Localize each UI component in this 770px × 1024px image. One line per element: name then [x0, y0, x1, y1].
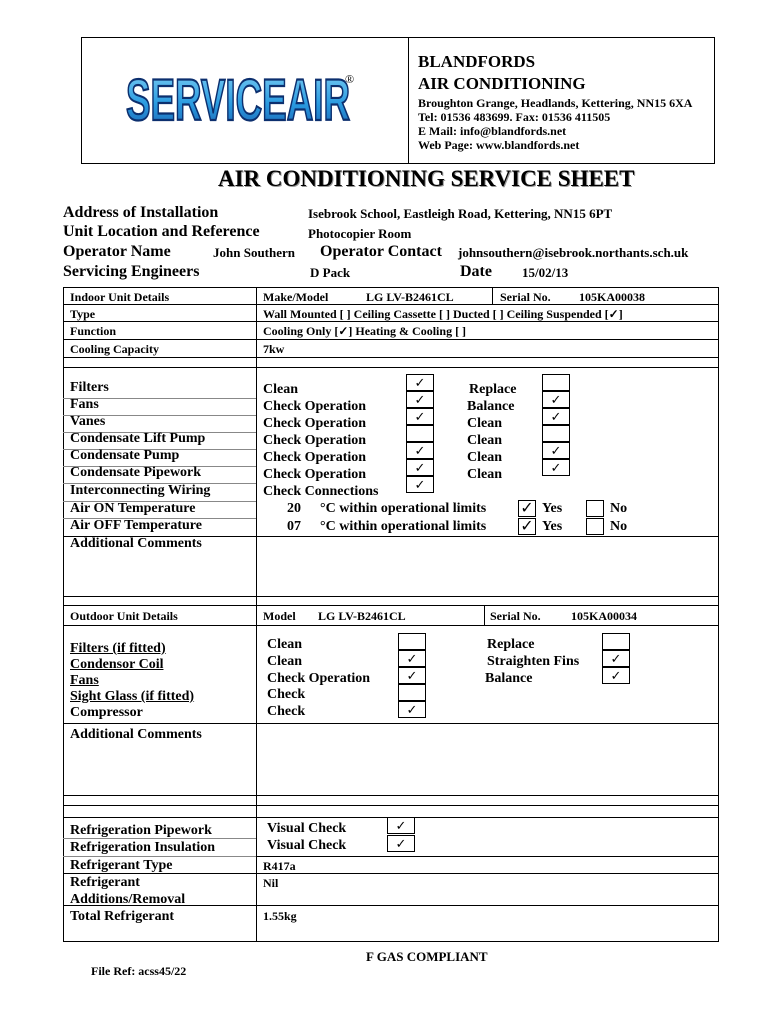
indoor-function-value[interactable]: Cooling Only [✓] Heating & Cooling [ ]	[263, 324, 467, 338]
indoor-makemodel-label: Make/Model	[263, 290, 329, 304]
checkbox[interactable]	[542, 374, 570, 391]
list-item: Vanes	[70, 414, 106, 429]
file-ref: File Ref: acss45/22	[91, 964, 187, 978]
list-item: Condensor Coil	[70, 657, 164, 672]
location-value[interactable]: Photocopier Room	[308, 226, 412, 241]
checkbox[interactable]: ✓	[406, 459, 434, 476]
list-item: Fans	[70, 673, 99, 688]
air-off-no-checkbox[interactable]	[586, 518, 604, 535]
air-off-yes-checkbox[interactable]: ✓	[518, 518, 536, 535]
checkbox[interactable]: ✓	[542, 408, 570, 425]
list-item: Compressor	[70, 705, 143, 720]
date-label: Date	[460, 263, 492, 280]
operator-label: Operator Name	[63, 243, 171, 260]
refrigerant-type-value[interactable]: R417a	[263, 859, 296, 873]
action-label: Check Connections	[263, 484, 379, 499]
list-item: Sight Glass (if fitted)	[70, 689, 195, 704]
list-item: Condensate Lift Pump	[70, 431, 206, 446]
checkbox[interactable]: ✓	[602, 667, 630, 684]
action-label: Check Operation	[267, 671, 371, 686]
action-label: Clean	[467, 450, 502, 465]
action-label: Replace	[487, 637, 535, 652]
indoor-type-label: Type	[70, 307, 96, 321]
checkbox[interactable]: ✓	[602, 650, 630, 667]
insulation-checkbox[interactable]: ✓	[387, 835, 415, 852]
refrigerant-type-label: Refrigerant Type	[70, 858, 173, 873]
checkbox[interactable]: ✓	[406, 374, 434, 391]
checkbox[interactable]: ✓	[542, 442, 570, 459]
air-on-value[interactable]: 20	[287, 501, 301, 516]
list-item: Condensate Pump	[70, 448, 180, 463]
action-label: Check Operation	[263, 467, 367, 482]
total-refrigerant-label: Total Refrigerant	[70, 909, 175, 924]
pipework-checkbox[interactable]: ✓	[387, 817, 415, 834]
checkbox[interactable]	[406, 425, 434, 442]
outdoor-details-label: Outdoor Unit Details	[70, 609, 178, 623]
action-label: Balance	[485, 671, 533, 686]
address-value[interactable]: Isebrook School, Eastleigh Road, Kettering, NN15 6PT	[308, 206, 613, 221]
location-label: Unit Location and Reference	[63, 223, 260, 240]
indoor-makemodel-value[interactable]: LG LV-B2461CL	[366, 290, 454, 304]
action-label: Clean	[263, 382, 298, 397]
outdoor-model-value[interactable]: LG LV-B2461CL	[318, 609, 406, 623]
checkbox[interactable]: ✓	[406, 408, 434, 425]
action-label: Check	[267, 704, 306, 719]
checkbox[interactable]: ✓	[398, 667, 426, 684]
action-label: Clean	[467, 433, 502, 448]
operator-value[interactable]: John Southern	[213, 245, 295, 260]
insulation-label: Refrigeration Insulation	[70, 840, 216, 855]
air-off-yes-label: Yes	[542, 519, 563, 534]
action-label: Check Operation	[263, 416, 367, 431]
address-label: Address of Installation	[63, 204, 219, 221]
total-refrigerant-value[interactable]: 1.55kg	[263, 909, 297, 923]
air-off-limits-text: °C within operational limits	[320, 519, 487, 534]
outdoor-comments-label: Additional Comments	[70, 727, 202, 742]
air-on-no-label: No	[610, 501, 628, 516]
action-label: Replace	[469, 382, 517, 397]
indoor-capacity-label: Cooling Capacity	[70, 342, 160, 356]
checkbox[interactable]: ✓	[542, 459, 570, 476]
action-label: Check Operation	[263, 399, 367, 414]
air-on-yes-checkbox[interactable]: ✓	[518, 500, 536, 517]
action-label: Check	[267, 687, 306, 702]
action-label: Clean	[267, 637, 302, 652]
list-item: Filters (if fitted)	[70, 641, 166, 656]
contact-label: Operator Contact	[320, 243, 442, 260]
engineers-value[interactable]: D Pack	[310, 265, 351, 280]
list-item: Fans	[70, 397, 99, 412]
checkbox[interactable]: ✓	[406, 391, 434, 408]
indoor-serial-value[interactable]: 105KA00038	[579, 290, 645, 304]
list-item: Interconnecting Wiring	[70, 483, 211, 498]
indoor-details-label: Indoor Unit Details	[70, 290, 170, 304]
refrigerant-additions-label-2: Additions/Removal	[70, 892, 186, 907]
company-email: E Mail: info@blandfords.net	[418, 124, 567, 138]
refrigerant-additions-label: Refrigerant	[70, 875, 140, 890]
svg-text:SERVICEAIR: SERVICEAIR	[126, 68, 350, 133]
outdoor-serial-value[interactable]: 105KA00034	[571, 609, 637, 623]
fgas-compliant: F GAS COMPLIANT	[366, 949, 488, 964]
list-item: Filters	[70, 380, 109, 395]
company-address: Broughton Grange, Headlands, Kettering, NN15 6XA	[418, 96, 693, 110]
serviceair-logo	[118, 54, 358, 136]
date-value[interactable]: 15/02/13	[522, 265, 569, 280]
indoor-serial-label: Serial No.	[500, 290, 551, 304]
action-label: Clean	[267, 654, 302, 669]
insulation-action: Visual Check	[267, 838, 347, 853]
action-label: Clean	[467, 416, 502, 431]
company-subtitle: AIR CONDITIONING	[418, 74, 586, 93]
engineers-label: Servicing Engineers	[63, 263, 200, 280]
checkbox[interactable]: ✓	[398, 701, 426, 718]
checkbox[interactable]: ✓	[406, 476, 434, 493]
company-phone: Tel: 01536 483699. Fax: 01536 411505	[418, 110, 611, 124]
air-on-limits-text: °C within operational limits	[320, 501, 487, 516]
air-off-value[interactable]: 07	[287, 519, 301, 534]
checkbox[interactable]: ✓	[406, 442, 434, 459]
checkbox[interactable]	[398, 633, 426, 650]
checkbox[interactable]	[398, 684, 426, 701]
indoor-type-value[interactable]: Wall Mounted [ ] Ceiling Cassette [ ] Ducted [ ] Ceiling Suspended [✓]	[263, 307, 623, 321]
indoor-comments-label: Additional Comments	[70, 536, 202, 551]
action-label: Straighten Fins	[487, 654, 580, 669]
checkbox[interactable]: ✓	[398, 650, 426, 667]
action-label: Check Operation	[263, 433, 367, 448]
company-web: Web Page: www.blandfords.net	[418, 138, 580, 152]
checkbox[interactable]: ✓	[542, 391, 570, 408]
registered-mark: ®	[345, 72, 355, 86]
refrigerant-additions-value[interactable]: Nil	[263, 876, 279, 890]
checkbox[interactable]	[602, 633, 630, 650]
contact-value[interactable]: johnsouthern@isebrook.northants.sch.uk	[458, 245, 689, 260]
indoor-capacity-value[interactable]: 7kw	[263, 342, 285, 356]
air-off-label: Air OFF Temperature	[70, 518, 202, 533]
pipework-action: Visual Check	[267, 821, 347, 836]
pipework-label: Refrigeration Pipework	[70, 823, 212, 838]
air-on-no-checkbox[interactable]	[586, 500, 604, 517]
page-title: AIR CONDITIONING SERVICE SHEET	[218, 166, 635, 191]
air-on-yes-label: Yes	[542, 501, 563, 516]
air-on-label: Air ON Temperature	[70, 501, 196, 516]
checkbox[interactable]	[542, 425, 570, 442]
list-item: Condensate Pipework	[70, 465, 202, 480]
action-label: Check Operation	[263, 450, 367, 465]
company-name: BLANDFORDS	[418, 52, 536, 71]
action-label: Balance	[467, 399, 515, 414]
indoor-function-label: Function	[70, 324, 117, 338]
outdoor-model-label: Model	[263, 609, 296, 623]
outdoor-serial-label: Serial No.	[490, 609, 541, 623]
action-label: Clean	[467, 467, 502, 482]
air-off-no-label: No	[610, 519, 628, 534]
